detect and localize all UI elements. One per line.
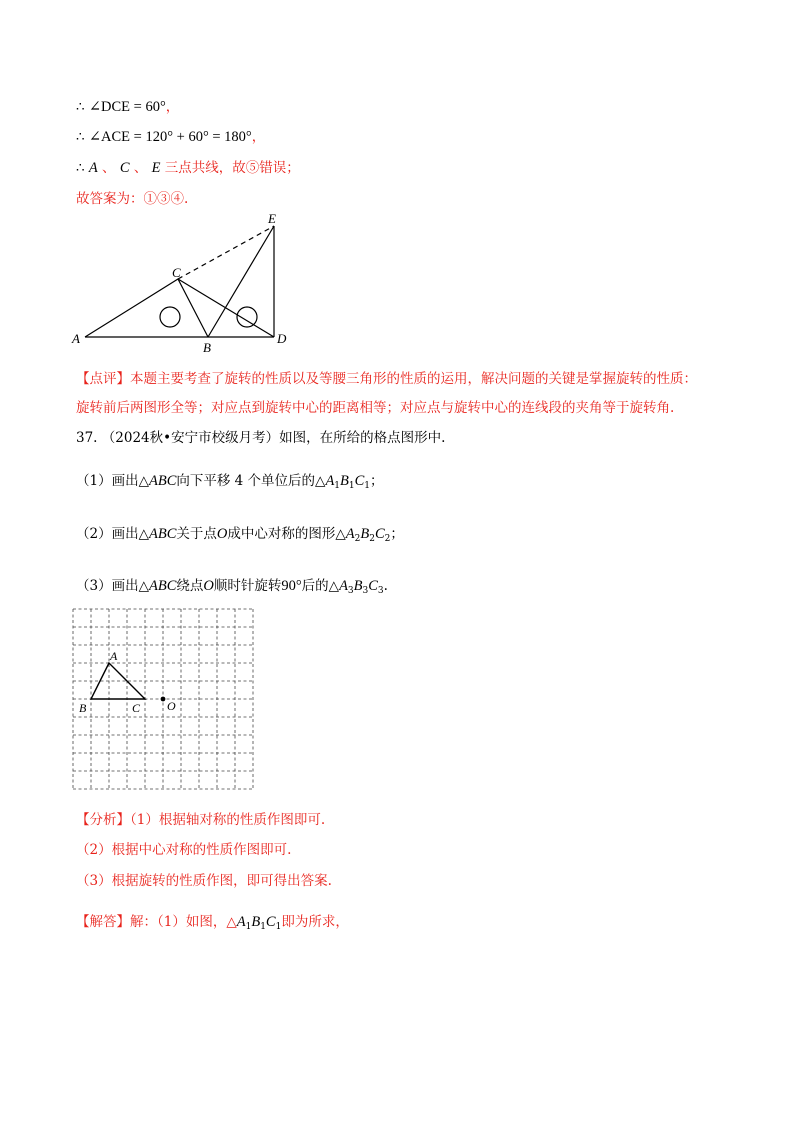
vertex-label: B <box>340 473 349 489</box>
answer-line: 故答案为：①③④. <box>76 191 189 207</box>
subscript: 3 <box>362 586 369 596</box>
angle-mark-circle <box>160 307 180 327</box>
triangle-name: ABC <box>148 578 177 594</box>
analysis-line-1 <box>76 810 325 830</box>
comment-tag: 【点评】 <box>76 371 130 387</box>
punctuation: ， <box>165 99 180 115</box>
vertex-label: A <box>345 526 355 542</box>
part-text: 向下平移 4 个单位后的△ <box>176 473 326 489</box>
point-c: C <box>119 160 130 176</box>
label-b: B <box>203 340 211 355</box>
punctuation: ； <box>390 526 404 542</box>
label-d: D <box>277 331 287 346</box>
separator: 、 <box>133 160 148 176</box>
part-number: （1）画出△ <box>76 473 149 489</box>
triangle-name: ABC <box>148 473 177 489</box>
triangle-name: ABC <box>148 526 177 542</box>
therefore-symbol: ∴ <box>76 160 85 176</box>
subscript: 3 <box>377 586 384 596</box>
comment-line-2: 旋转前后两图形全等；对应点到旋转中心的距离相等；对应点与旋转中心的连线段的夹角等于旋转角. <box>76 400 675 416</box>
punctuation: ； <box>370 473 384 489</box>
label-a: A <box>72 331 80 346</box>
vertex-label: B <box>251 914 261 930</box>
part-text: 后的△ <box>301 578 340 594</box>
answer-text: 即为所求， <box>281 914 349 930</box>
grid-figure <box>70 605 260 795</box>
part-text: 顺时针旋转 <box>213 578 282 594</box>
solution-line-2 <box>76 127 265 147</box>
analysis-line-3: （3）根据旋转的性质作图，即可得出答案. <box>76 873 332 889</box>
triangle-abc <box>85 279 208 337</box>
solution-line-3 <box>76 158 300 178</box>
separator: 、 <box>102 160 116 176</box>
comment-line-1 <box>76 369 697 389</box>
angle-value: 90° <box>281 578 302 594</box>
subscript: 1 <box>245 922 252 932</box>
point-e: E <box>151 160 161 176</box>
analysis-text: （1）根据轴对称的性质作图即可. <box>130 812 326 828</box>
label-e: E <box>268 211 276 226</box>
grid-label-a: A <box>110 649 118 663</box>
part-text: 关于点 <box>176 526 217 542</box>
rotation-figure <box>60 205 300 355</box>
subscript: 1 <box>260 922 266 932</box>
answer-tag: 【解答】 <box>76 914 130 930</box>
question-part-2 <box>76 524 404 549</box>
point-o: O <box>216 526 228 542</box>
punctuation: ， <box>251 129 266 145</box>
solution-line-1 <box>76 97 179 117</box>
therefore-symbol: ∴ <box>76 129 85 145</box>
answer-section <box>76 912 349 937</box>
math-expression: ∠DCE = 60° <box>88 99 166 115</box>
subscript: 1 <box>348 481 355 491</box>
vertex-label: C <box>265 914 276 930</box>
vertex-label: A <box>339 578 348 594</box>
analysis-tag: 【分析】 <box>76 812 130 828</box>
comment-text: 本题主要考查了旋转的性质以及等腰三角形的性质的运用，解决问题的关键是掌握旋转的性质： <box>130 371 697 387</box>
label-c: C <box>172 265 181 280</box>
subscript: 2 <box>369 534 375 544</box>
question-text: （2024秋•安宁市校级月考）如图，在所给的格点图形中. <box>101 430 446 446</box>
point-o-dot <box>161 697 166 702</box>
vertex-label: A <box>325 473 335 489</box>
part-number: （3）画出△ <box>76 578 149 594</box>
vertex-label: B <box>360 526 370 542</box>
answer-text: 解：（1）如图，△ <box>130 914 237 930</box>
question-number: 37. <box>76 430 98 446</box>
subscript: 1 <box>275 922 282 932</box>
part-text: 成中心对称的图形△ <box>227 526 346 542</box>
question-header <box>76 428 445 448</box>
subscript: 1 <box>334 481 341 491</box>
vertex-label: A <box>236 914 246 930</box>
subscript: 1 <box>364 481 371 491</box>
subscript: 2 <box>384 534 391 544</box>
grid-label-o: O <box>167 699 176 713</box>
question-part-1 <box>76 471 384 496</box>
therefore-symbol: ∴ <box>76 99 85 115</box>
analysis-line-2: （2）根据中心对称的性质作图即可. <box>76 842 292 858</box>
punctuation: . <box>383 578 388 594</box>
vertex-label: C <box>354 473 365 489</box>
conclusion-text: 三点共线，故⑤错误； <box>164 160 300 176</box>
vertex-label: C <box>374 526 385 542</box>
dashed-ce <box>178 226 274 279</box>
segment-be <box>208 226 274 337</box>
vertex-label: B <box>353 578 363 594</box>
question-part-3 <box>76 576 388 601</box>
grid-label-b: B <box>79 701 87 715</box>
grid-label-c: C <box>132 701 141 715</box>
point-o: O <box>203 578 214 594</box>
vertex-label: C <box>368 578 378 594</box>
subscript: 3 <box>347 586 354 596</box>
part-number: （2）画出△ <box>76 526 149 542</box>
subscript: 2 <box>354 534 361 544</box>
part-text: 绕点 <box>176 578 204 594</box>
point-a: A <box>88 160 98 176</box>
math-expression: ∠ACE = 120° + 60° = 180° <box>88 129 252 145</box>
